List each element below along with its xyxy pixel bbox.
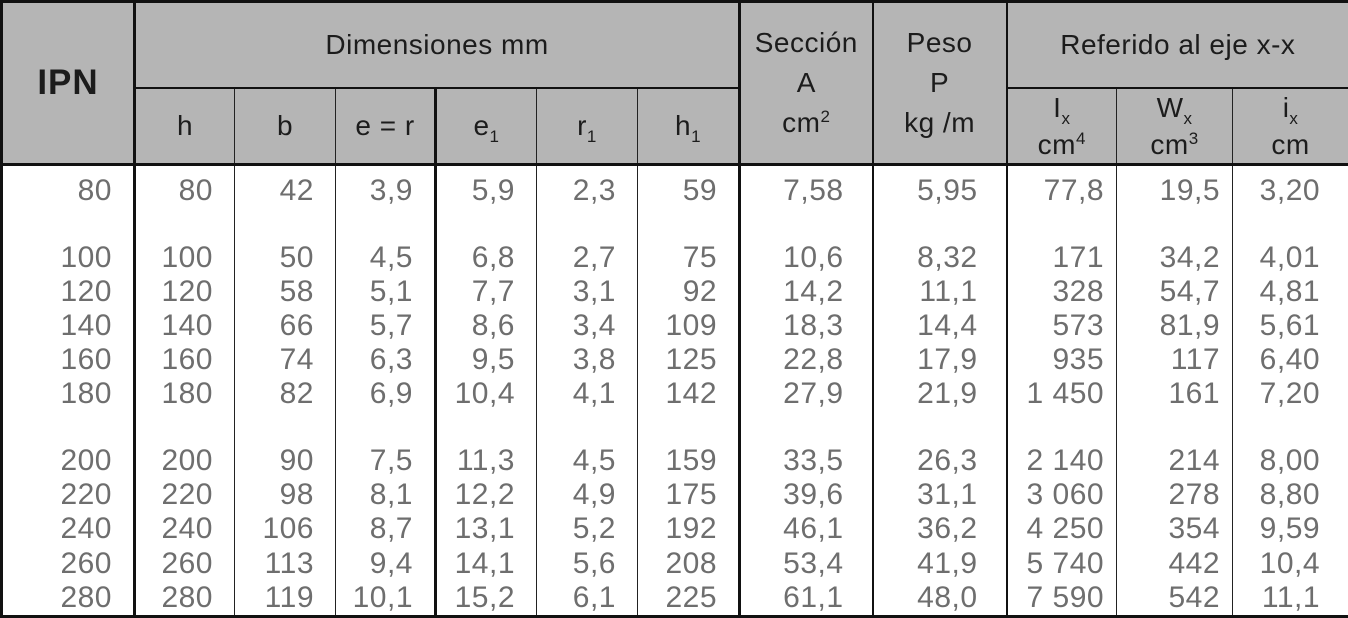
table-row [2, 546, 1348, 580]
seccion-unit-exponent: 2 [820, 107, 831, 126]
table-cell: 5,7 [336, 309, 436, 343]
Wx-unit-base: cm [1150, 128, 1189, 160]
table-cell: 3,9 [336, 165, 436, 209]
header-group-row [2, 2, 1348, 88]
Ix-subscript: x [1061, 108, 1071, 128]
table-cell: 100 [2, 240, 135, 274]
table-cell: 2 140 [1007, 444, 1117, 478]
ix-unit [1233, 126, 1348, 163]
spacer-cell [638, 412, 740, 444]
table-cell: 6,3 [336, 343, 436, 377]
spacer-cell [537, 412, 638, 444]
table-cell: 17,9 [873, 343, 1007, 377]
table-cell: 3,1 [537, 275, 638, 309]
table-cell: 935 [1007, 343, 1117, 377]
table-cell: 100 [135, 240, 235, 274]
table-cell: 19,5 [1117, 165, 1233, 209]
table-cell: 5,6 [537, 546, 638, 580]
table-cell: 81,9 [1117, 309, 1233, 343]
seccion-symbol: A [796, 67, 816, 98]
Ix-unit [1008, 126, 1117, 163]
column-header-b: b [235, 88, 336, 165]
column-header-Wx [1117, 88, 1233, 165]
column-header-ipn: IPN [2, 2, 135, 165]
table-cell: 58 [235, 275, 336, 309]
header-sub-row [2, 88, 1348, 165]
spacer-cell [740, 208, 873, 240]
peso-symbol: P [929, 67, 950, 98]
Wx-unit-exponent: 3 [1188, 128, 1199, 148]
spacer-cell [873, 412, 1007, 444]
column-header-e-r: e = r [336, 88, 436, 165]
spacer-cell [336, 208, 436, 240]
table-cell: 442 [1117, 546, 1233, 580]
Wx-unit [1117, 126, 1232, 163]
table-cell: 214 [1117, 444, 1233, 478]
table-cell: 240 [135, 512, 235, 546]
column-group-referido-eje-x: Referido al eje x-x [1007, 2, 1348, 88]
spacer-row [2, 208, 1348, 240]
table-cell: 8,80 [1259, 478, 1321, 512]
table-cell: 140 [135, 309, 235, 343]
table-cell: 54,7 [1117, 275, 1233, 309]
table-cell: 26,3 [873, 444, 1007, 478]
column-header-h: h [135, 88, 235, 165]
table-cell: 4,1 [537, 377, 638, 411]
spacer-cell [1117, 412, 1233, 444]
column-header-r1 [537, 88, 638, 165]
seccion-unit-base: cm [782, 107, 821, 138]
column-header-Ix [1007, 88, 1117, 165]
table-cell: 7,7 [436, 275, 537, 309]
table-cell: 260 [2, 546, 135, 580]
table-cell: 4,01 [1259, 240, 1321, 274]
seccion-unit [741, 103, 872, 143]
table-cell: 5,1 [336, 275, 436, 309]
table-cell: 159 [638, 444, 740, 478]
Wx-symbol [1117, 89, 1232, 126]
table-cell: 31,1 [873, 478, 1007, 512]
spacer-cell [436, 208, 537, 240]
table-cell: 5,2 [537, 512, 638, 546]
table-row [2, 240, 1348, 274]
table-cell: 10,1 [336, 581, 436, 617]
table-cell: 220 [135, 478, 235, 512]
table-cell: 175 [638, 478, 740, 512]
table-body [2, 165, 1348, 617]
table-cell: 34,2 [1117, 240, 1233, 274]
spacer-cell [235, 412, 336, 444]
table-cell: 10,4 [1259, 546, 1321, 580]
table-cell: 46,1 [740, 512, 873, 546]
table-cell: 74 [235, 343, 336, 377]
table-cell: 61,1 [740, 581, 873, 617]
table-cell: 14,1 [436, 546, 537, 580]
ix-subscript: x [1289, 108, 1299, 128]
table-cell: 2,3 [537, 165, 638, 209]
table-cell: 50 [235, 240, 336, 274]
spacer-cell [638, 208, 740, 240]
table-cell: 120 [135, 275, 235, 309]
spacer-cell [537, 208, 638, 240]
table-cell: 75 [638, 240, 740, 274]
table-cell: 53,4 [740, 546, 873, 580]
table-cell: 41,9 [873, 546, 1007, 580]
table-cell: 328 [1007, 275, 1117, 309]
table-cell: 4,81 [1259, 274, 1321, 308]
table-cell: 208 [638, 546, 740, 580]
table-row [2, 309, 1348, 343]
table-cell: 92 [638, 275, 740, 309]
table-cell: 7,58 [740, 165, 873, 209]
table-cell: 90 [235, 444, 336, 478]
table-cell: 14,4 [873, 309, 1007, 343]
table-cell: 11,1 [873, 275, 1007, 309]
table-cell: 7 590 [1007, 581, 1117, 617]
table-cell: 4,5 [336, 240, 436, 274]
spacer-cell [2, 208, 135, 240]
table-cell: 140 [2, 309, 135, 343]
table-cell: 192 [638, 512, 740, 546]
table-cell: 4,5 [537, 444, 638, 478]
table-cell: 11,1 [1261, 580, 1321, 614]
table-cell: 4,9 [537, 478, 638, 512]
table-cell: 3,8 [537, 343, 638, 377]
table-cell: 10,6 [740, 240, 873, 274]
table-cell: 4 250 [1007, 512, 1117, 546]
table-cell: 98 [235, 478, 336, 512]
spacer-cell [1233, 412, 1348, 444]
peso-label: Peso [906, 27, 973, 58]
table-row [2, 478, 1348, 512]
spacer-cell [873, 208, 1007, 240]
table-cell: 11,3 [436, 444, 537, 478]
spacer-cell [1233, 208, 1348, 240]
column-header-seccion [740, 2, 873, 165]
table-cell: 5,9 [436, 165, 537, 209]
r1-base: r [577, 109, 587, 141]
table-cell: 10,4 [436, 377, 537, 411]
table-cell: 240 [2, 512, 135, 546]
table-cell: 225 [638, 581, 740, 617]
spacer-row [2, 412, 1348, 444]
table-cell: 13,1 [436, 512, 537, 546]
table-cell: 220 [2, 478, 135, 512]
table-cell: 180 [135, 377, 235, 411]
Ix-unit-exponent: 4 [1075, 128, 1086, 148]
spacer-cell [135, 208, 235, 240]
table-cell: 12,2 [436, 478, 537, 512]
Wx-subscript: x [1183, 108, 1193, 128]
table-cell: 48,0 [873, 581, 1007, 617]
table-cell: 278 [1117, 478, 1233, 512]
table-cell: 200 [2, 444, 135, 478]
e1-base: e [473, 109, 490, 141]
table-cell: 9,4 [336, 546, 436, 580]
h1-subscript: 1 [691, 126, 702, 146]
table-cell: 6,8 [436, 240, 537, 274]
table-cell: 106 [235, 512, 336, 546]
table-cell: 260 [135, 546, 235, 580]
e1-subscript: 1 [489, 126, 500, 146]
table-cell: 36,2 [873, 512, 1007, 546]
r1-subscript: 1 [586, 126, 597, 146]
table-cell: 21,9 [873, 377, 1007, 411]
table-cell: 125 [638, 343, 740, 377]
column-group-dimensiones: Dimensiones mm [135, 2, 740, 88]
spacer-cell [135, 412, 235, 444]
table-row [2, 512, 1348, 546]
ix-symbol [1233, 89, 1348, 126]
ix-base: i [1282, 91, 1290, 123]
table-cell: 77,8 [1007, 165, 1117, 209]
table-cell: 6,40 [1259, 343, 1321, 377]
table-cell: 6,9 [336, 377, 436, 411]
table-cell: 142 [638, 377, 740, 411]
table-cell: 22,8 [740, 343, 873, 377]
spacer-cell [2, 412, 135, 444]
spacer-cell [336, 412, 436, 444]
table-cell: 82 [235, 377, 336, 411]
column-header-ix [1233, 88, 1348, 165]
table-cell: 6,1 [537, 581, 638, 617]
table-row [2, 165, 1348, 209]
table-row [2, 444, 1348, 478]
table-cell: 39,6 [740, 478, 873, 512]
table-cell: 9,59 [1259, 512, 1321, 546]
table-cell: 33,5 [740, 444, 873, 478]
spacer-cell [740, 412, 873, 444]
table-row [2, 377, 1348, 411]
spacer-cell [1007, 208, 1117, 240]
spacer-cell [1117, 208, 1233, 240]
table-cell: 354 [1117, 512, 1233, 546]
table-cell: 119 [235, 581, 336, 617]
ix-unit-base: cm [1271, 128, 1310, 160]
table-row [2, 581, 1348, 617]
table-cell: 1 450 [1007, 377, 1117, 411]
table-cell: 542 [1117, 581, 1233, 617]
table-cell: 59 [638, 165, 740, 209]
table-cell: 7,5 [336, 444, 436, 478]
table-cell: 42 [235, 165, 336, 209]
table-cell: 8,1 [336, 478, 436, 512]
peso-unit: kg /m [904, 107, 976, 138]
table-cell: 18,3 [740, 309, 873, 343]
table-cell: 8,00 [1259, 443, 1321, 477]
Ix-base: I [1053, 91, 1062, 123]
table-header [2, 2, 1348, 165]
Wx-base: W [1156, 91, 1184, 123]
table-cell: 5,95 [873, 165, 1007, 209]
table-cell: 3,4 [537, 309, 638, 343]
table-cell: 280 [2, 581, 135, 617]
table-cell: 14,2 [740, 275, 873, 309]
h1-base: h [675, 109, 692, 141]
spacer-cell [436, 412, 537, 444]
table-cell: 113 [235, 546, 336, 580]
Ix-unit-base: cm [1037, 128, 1076, 160]
table-cell: 7,20 [1259, 377, 1321, 411]
table-cell: 180 [2, 377, 135, 411]
column-header-peso [873, 2, 1007, 165]
table-cell: 160 [2, 343, 135, 377]
table-cell: 117 [1117, 343, 1233, 377]
table-cell: 8,7 [336, 512, 436, 546]
table-cell: 160 [135, 343, 235, 377]
table-row [2, 343, 1348, 377]
table-row [2, 275, 1348, 309]
table-cell: 3,20 [1259, 174, 1321, 208]
spacer-cell [235, 208, 336, 240]
table-cell: 2,7 [537, 240, 638, 274]
table-cell: 66 [235, 309, 336, 343]
table-cell: 120 [2, 275, 135, 309]
table-cell: 161 [1117, 377, 1233, 411]
column-header-h1 [638, 88, 740, 165]
table-cell: 80 [2, 165, 135, 209]
table-cell: 15,2 [436, 581, 537, 617]
table-cell: 8,6 [436, 309, 537, 343]
table-cell: 5 740 [1007, 546, 1117, 580]
table-cell: 5,61 [1259, 309, 1321, 343]
seccion-label: Sección [754, 27, 858, 58]
table-cell: 9,5 [436, 343, 537, 377]
table-cell: 171 [1007, 240, 1117, 274]
table-cell: 8,32 [873, 240, 1007, 274]
column-header-e1 [436, 88, 537, 165]
table-cell: 200 [135, 444, 235, 478]
table-cell: 109 [638, 309, 740, 343]
table-cell: 280 [135, 581, 235, 617]
table-cell: 27,9 [740, 377, 873, 411]
table-cell: 573 [1007, 309, 1117, 343]
spacer-cell [1007, 412, 1117, 444]
table-cell: 3 060 [1007, 478, 1117, 512]
table-cell: 80 [135, 165, 235, 209]
Ix-symbol [1008, 89, 1117, 126]
